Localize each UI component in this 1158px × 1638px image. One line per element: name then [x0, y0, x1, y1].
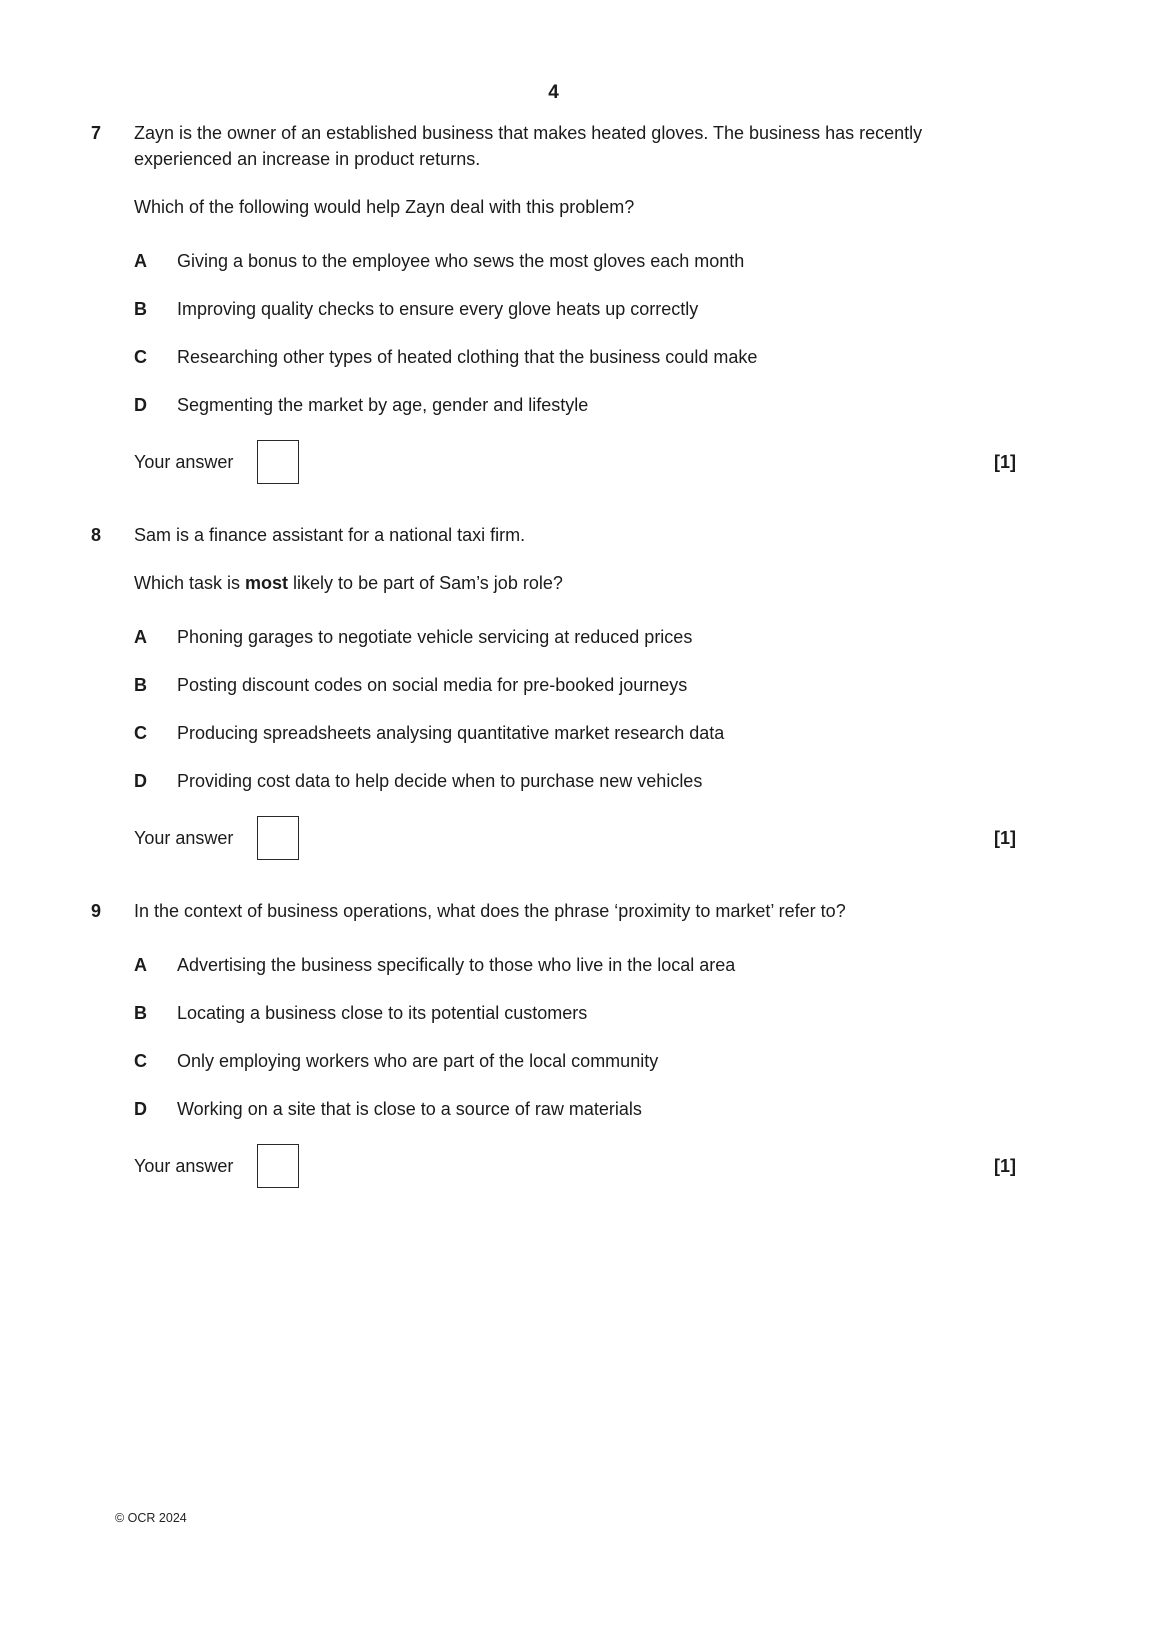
page-number: 4 [548, 82, 559, 103]
answer-input-box[interactable] [257, 1144, 299, 1188]
question-body [134, 522, 1016, 860]
footer-copyright: © OCR 2024 [115, 1511, 187, 1525]
option-letter: A [134, 955, 147, 975]
prompt-text-pre: Which task is [134, 573, 246, 593]
question-stem: In the context of business operations, what does the phrase ‘proximity to market’ refer to? [134, 901, 846, 921]
option-text: Giving a bonus to the employee who sews the most gloves each month [177, 251, 745, 271]
option-text: Advertising the business specifically to those who live in the local area [177, 955, 736, 975]
option-row-a [134, 248, 1016, 274]
answer-input-box[interactable] [257, 816, 299, 860]
option-letter: B [134, 675, 147, 695]
option-letter: D [134, 771, 147, 791]
answer-input-box[interactable] [257, 440, 299, 484]
option-row-c [134, 344, 1016, 370]
question-stem: Sam is a finance assistant for a national taxi firm. [134, 525, 526, 545]
question-number: 7 [91, 123, 102, 143]
question-number: 8 [91, 525, 102, 545]
option-letter: B [134, 1003, 147, 1023]
option-row-d [134, 1096, 1016, 1122]
your-answer-label: Your answer [134, 1156, 234, 1176]
prompt-text-bold: most [245, 573, 289, 593]
option-text: Improving quality checks to ensure every glove heats up correctly [177, 299, 699, 319]
question-8 [91, 522, 1016, 860]
your-answer-label: Your answer [134, 452, 234, 472]
option-text: Working on a site that is close to a source of raw materials [177, 1099, 642, 1119]
option-letter: D [134, 395, 147, 415]
question-prompt: Which of the following would help Zayn deal with this problem? [134, 197, 635, 217]
option-row-d [134, 392, 1016, 418]
question-number: 9 [91, 901, 102, 921]
option-text: Only employing workers who are part of the local community [177, 1051, 659, 1071]
question-body [134, 898, 1016, 1188]
option-row-b [134, 672, 1016, 698]
your-answer-label: Your answer [134, 828, 234, 848]
marks-badge: [1] [994, 452, 1016, 472]
option-row-b [134, 296, 1016, 322]
option-letter: C [134, 723, 147, 743]
option-letter: C [134, 347, 147, 367]
marks-badge: [1] [994, 1156, 1016, 1176]
option-text: Researching other types of heated clothing that the business could make [177, 347, 758, 367]
marks-badge: [1] [994, 828, 1016, 848]
option-text: Segmenting the market by age, gender and lifestyle [177, 395, 589, 415]
prompt-text-post: likely to be part of Sam’s job role? [288, 573, 563, 593]
option-letter: A [134, 251, 147, 271]
question-stem: Zayn is the owner of an established business that makes heated gloves. The business has recently experienced an increase in product returns. [134, 123, 923, 169]
option-text: Producing spreadsheets analysing quantitative market research data [177, 723, 725, 743]
option-row-c [134, 720, 1016, 746]
option-letter: C [134, 1051, 147, 1071]
option-text: Locating a business close to its potential customers [177, 1003, 588, 1023]
question-prompt [134, 570, 992, 596]
option-letter: A [134, 627, 147, 647]
option-row-a [134, 952, 1016, 978]
option-letter: D [134, 1099, 147, 1119]
answer-row [134, 440, 1016, 484]
question-9 [91, 898, 1016, 1188]
option-row-d [134, 768, 1016, 794]
option-text: Posting discount codes on social media for pre-booked journeys [177, 675, 688, 695]
option-row-c [134, 1048, 1016, 1074]
option-text: Providing cost data to help decide when to purchase new vehicles [177, 771, 703, 791]
answer-row [134, 1144, 1016, 1188]
question-7 [91, 120, 1016, 484]
answer-row [134, 816, 1016, 860]
option-text: Phoning garages to negotiate vehicle servicing at reduced prices [177, 627, 693, 647]
question-body [134, 120, 1016, 484]
option-letter: B [134, 299, 147, 319]
option-row-a [134, 624, 1016, 650]
option-row-b [134, 1000, 1016, 1026]
